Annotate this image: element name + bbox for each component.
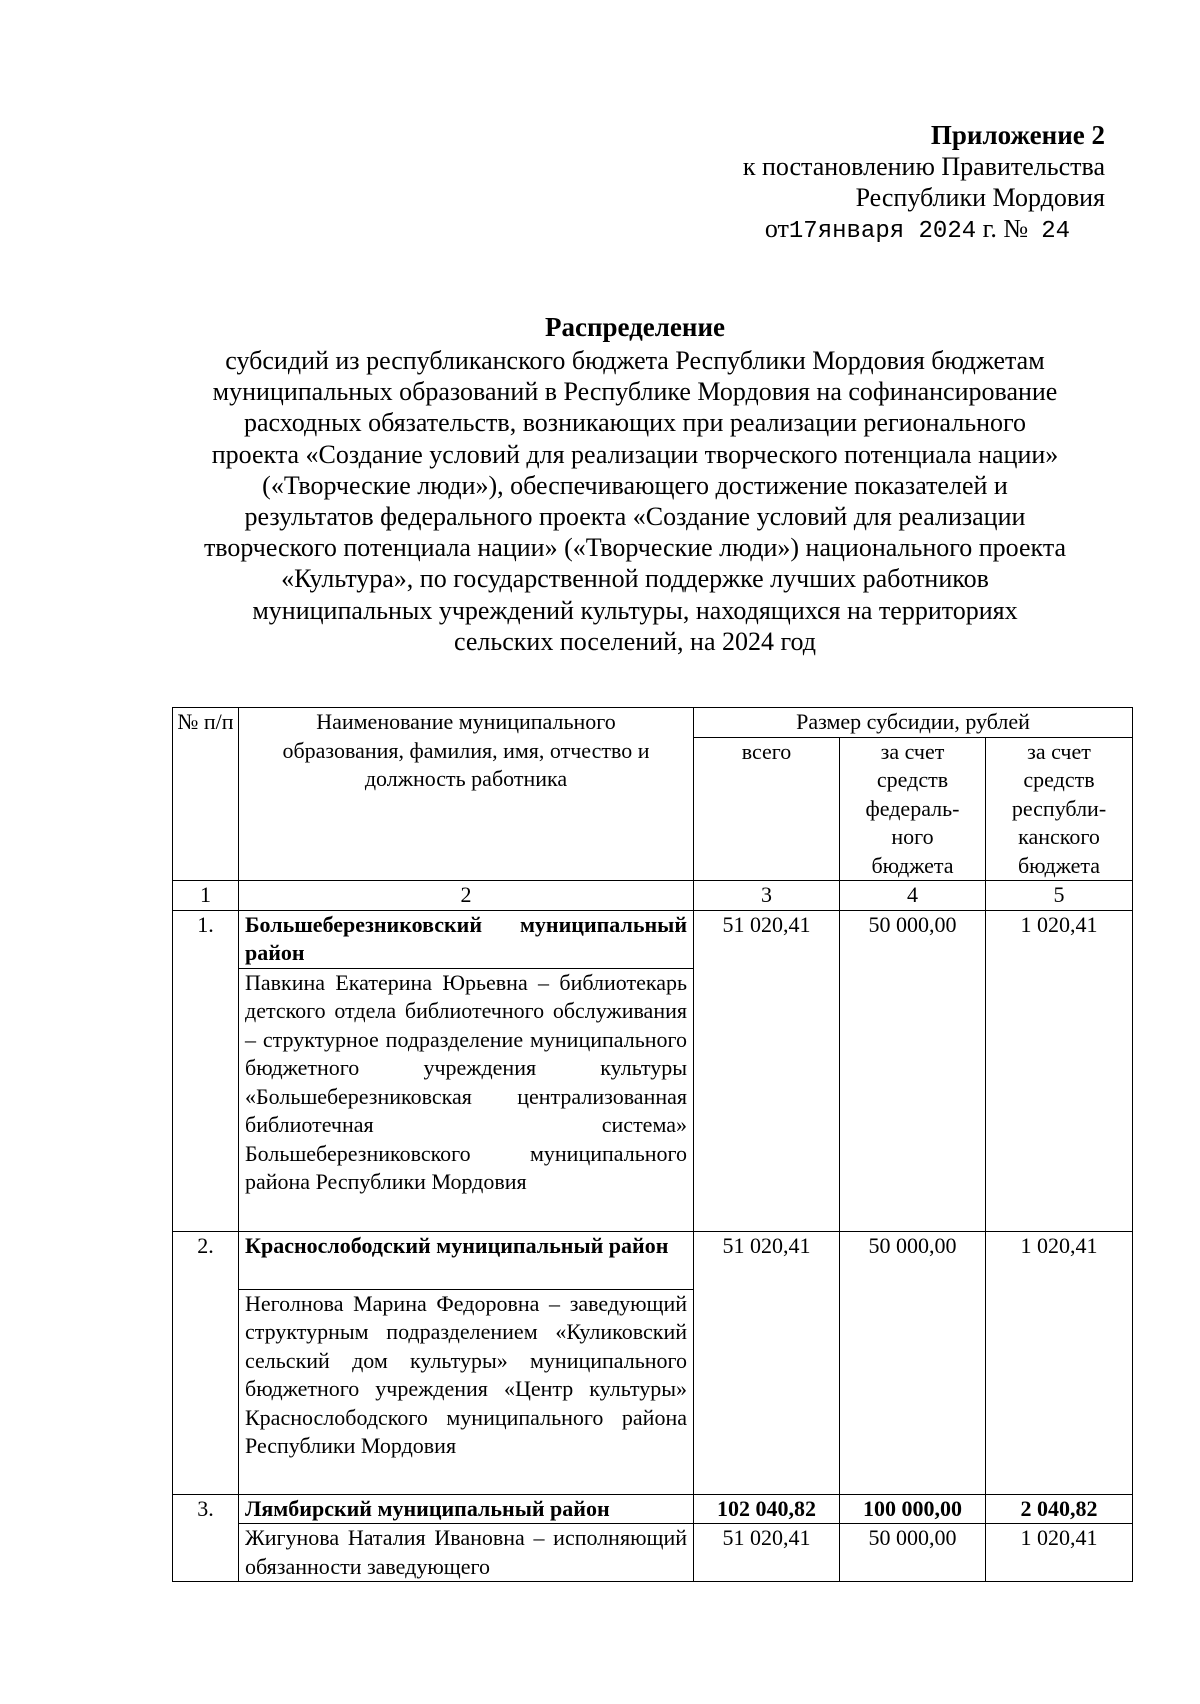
subsidy-republic: 2 040,82 bbox=[986, 1494, 1133, 1524]
employee-subsidy-total: 51 020,41 bbox=[694, 1524, 840, 1582]
subtitle-line: («Творческие люди»), обеспечивающего достижение показателей и bbox=[262, 470, 1008, 500]
subtitle-line: результатов федерального проекта «Создание условий для реализации bbox=[244, 502, 1026, 532]
column-number: 1 bbox=[173, 881, 239, 911]
document-title: Распределение bbox=[544, 312, 726, 342]
table-row bbox=[173, 1231, 1133, 1289]
header-subsidy: Размер субсидии, рублей bbox=[694, 708, 1133, 738]
column-number: 5 bbox=[986, 881, 1133, 911]
table-row bbox=[173, 1524, 1133, 1582]
header-num: № п/п bbox=[173, 708, 239, 881]
subsidy-federal: 100 000,00 bbox=[840, 1494, 986, 1524]
appendix-dateline bbox=[743, 213, 1070, 247]
document-subtitle bbox=[150, 345, 1120, 657]
header-name: Наименование муниципального образования, фамилия, имя, отчество и должность работника bbox=[239, 708, 694, 881]
subsidy-total: 102 040,82 bbox=[694, 1494, 840, 1524]
header-row bbox=[173, 708, 1133, 738]
column-number: 2 bbox=[239, 881, 694, 911]
header-total: всего bbox=[694, 737, 840, 881]
district-name: Лямбирский муниципальный район bbox=[239, 1494, 694, 1524]
subtitle-line: «Культура», по государственной поддержке лучших работников bbox=[281, 564, 989, 594]
employee-subsidy-republic: 1 020,41 bbox=[986, 1524, 1133, 1582]
employee-info: Жигунова Наталия Ивановна – исполняющий обязанности заведующего bbox=[239, 1524, 694, 1582]
appendix-line-1: к постановлению Правительства bbox=[742, 152, 1105, 181]
subtitle-line: расходных обязательств, возникающих при реализации регионального bbox=[244, 408, 1026, 438]
subtitle-line: муниципальных учреждений культуры, находящихся на территориях bbox=[252, 595, 1018, 625]
decree-date: 17января 2024 bbox=[788, 218, 977, 245]
subsidy-total: 51 020,41 bbox=[694, 1231, 840, 1494]
row-num: 3. bbox=[173, 1494, 239, 1582]
row-num: 1. bbox=[173, 910, 239, 1231]
date-prefix: от bbox=[764, 214, 789, 243]
appendix-block bbox=[743, 120, 1105, 247]
column-number: 4 bbox=[840, 881, 986, 911]
subtitle-line: муниципальных образований в Республике Мордовия на софинансирование bbox=[212, 377, 1058, 407]
column-number: 3 bbox=[694, 881, 840, 911]
header-federal: за счет средств федераль-ного бюджета bbox=[840, 737, 986, 881]
column-number-row bbox=[173, 881, 1133, 911]
header-republic: за счет средств республи-канского бюджета bbox=[986, 737, 1133, 881]
subtitle-line: сельских поселений, на 2024 год bbox=[454, 626, 816, 656]
subsidy-republic: 1 020,41 bbox=[986, 1231, 1133, 1494]
employee-info: Неголнова Марина Федоровна – заведующий структурным подразделением «Куликовский сельский дом культуры» муниципального бюджетного учреждения «Центр культуры» Краснослободского муниципального района Республики Мордовия bbox=[239, 1289, 694, 1494]
subsidy-federal: 50 000,00 bbox=[840, 1231, 986, 1494]
employee-subsidy-federal: 50 000,00 bbox=[840, 1524, 986, 1582]
appendix-line-2: Республики Мордовия bbox=[855, 183, 1105, 212]
subsidy-total: 51 020,41 bbox=[694, 910, 840, 1231]
subsidy-federal: 50 000,00 bbox=[840, 910, 986, 1231]
subsidy-republic: 1 020,41 bbox=[986, 910, 1133, 1231]
employee-info: Павкина Екатерина Юрьевна – библиотекарь детского отдела библиотечного обслуживания – структурное подразделение муниципального бюджетного учреждения культуры «Большеберезниковская централизованная библиотечная система» Большеберезниковского муниципального района Республики Мордовия bbox=[239, 968, 694, 1231]
table-row bbox=[173, 1494, 1133, 1524]
subtitle-line: субсидий из республиканского бюджета Республики Мордовия бюджетам bbox=[225, 346, 1045, 375]
district-name: Краснослободский муниципальный район bbox=[239, 1231, 694, 1289]
row-num: 2. bbox=[173, 1231, 239, 1494]
decree-number: 24 bbox=[1041, 218, 1070, 245]
year-suffix: г. № bbox=[982, 214, 1029, 243]
table-row bbox=[173, 910, 1133, 968]
subtitle-line: проекта «Создание условий для реализации творческого потенциала нации» bbox=[211, 439, 1059, 469]
appendix-title: Приложение 2 bbox=[930, 120, 1105, 150]
subsidy-table bbox=[172, 707, 1133, 1582]
district-name: Большеберезниковский муниципальный район bbox=[239, 910, 694, 968]
subtitle-line: творческого потенциала нации» («Творческие люди») национального проекта bbox=[203, 533, 1067, 563]
